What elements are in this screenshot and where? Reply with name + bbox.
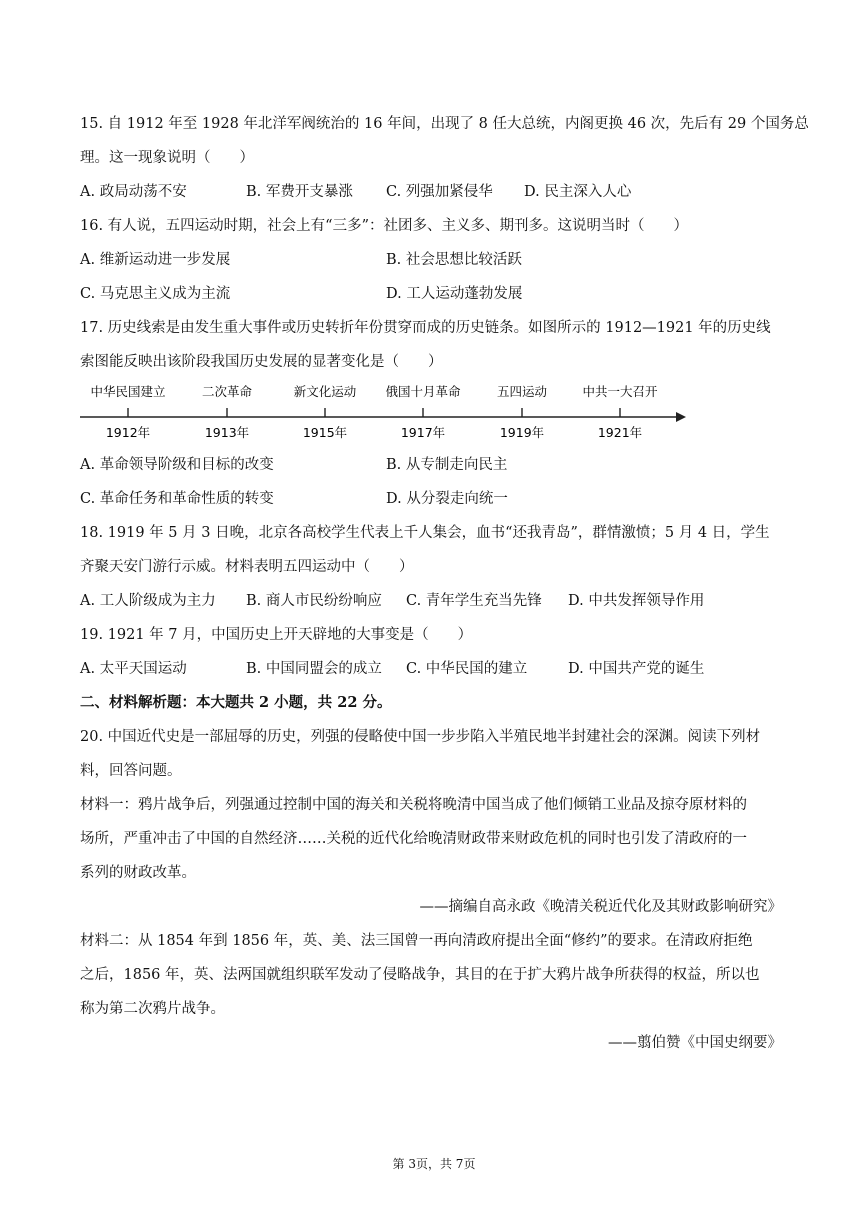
timeline-event-label: 中共一大召开 xyxy=(582,384,658,399)
q15-option-a: A. 政局动荡不安 xyxy=(80,184,187,200)
q20-material1-line3: 系列的财政改革。 xyxy=(80,865,196,881)
timeline-event-label: 新文化运动 xyxy=(293,384,357,399)
q19-stem-line1: 19. 1921 年 7 月，中国历史上开天辟地的大事变是（ ） xyxy=(80,627,473,643)
section2-heading: 二、材料解析题：本大题共 2 小题，共 22 分。 xyxy=(80,694,392,711)
q17-option-a: A. 革命领导阶级和目标的改变 xyxy=(80,457,274,473)
q15-option-c: C. 列强加紧侵华 xyxy=(386,184,493,200)
timeline-arrow-icon xyxy=(676,412,686,422)
q17-option-d: D. 从分裂走向统一 xyxy=(386,491,508,507)
timeline-event-label: 二次革命 xyxy=(201,384,253,399)
q15-stem-line1: 15. 自 1912 年至 1928 年北洋军阀统治的 16 年间，出现了 8 任大总统，内阁更换 46 次，先后有 29 个国务总 xyxy=(80,116,809,132)
timeline-event-label: 中华民国建立 xyxy=(90,384,166,399)
q16-option-a: A. 维新运动进一步发展 xyxy=(80,252,231,268)
q15-stem-line2: 理。这一现象说明（ ） xyxy=(80,150,254,166)
q20-stem-line1: 20. 中国近代史是一部屈辱的历史，列强的侵略使中国一步步陷入半殖民地半封建社会的深渊。阅读下列材 xyxy=(80,729,761,745)
q17-option-b: B. 从专制走向民主 xyxy=(386,457,508,473)
q18-option-d: D. 中共发挥领导作用 xyxy=(568,593,705,609)
history-timeline-diagram xyxy=(78,378,690,446)
q16-option-c: C. 马克思主义成为主流 xyxy=(80,286,231,302)
timeline-year-label: 1919年 xyxy=(499,425,545,440)
q18-stem-line1: 18. 1919 年 5 月 3 日晚，北京各高校学生代表上千人集会，血书“还我青岛”，群情激愤；5 月 4 日，学生 xyxy=(80,525,770,541)
q16-option-d: D. 工人运动蓬勃发展 xyxy=(386,286,523,302)
q17-option-c: C. 革命任务和革命性质的转变 xyxy=(80,491,274,507)
q18-option-a: A. 工人阶级成为主力 xyxy=(80,593,216,609)
q15-option-b: B. 军费开支暴涨 xyxy=(246,184,353,200)
q15-option-d: D. 民主深入人心 xyxy=(524,184,632,200)
q20-material2-line1: 材料二：从 1854 年到 1856 年，英、美、法三国曾一再向清政府提出全面“修约”的要求。在清政府拒绝 xyxy=(80,933,753,949)
timeline-year-label: 1915年 xyxy=(302,425,348,440)
q20-material2-source: ——翦伯赞《中国史纲要》 xyxy=(608,1035,782,1051)
q19-option-c: C. 中华民国的建立 xyxy=(406,661,528,677)
q17-stem-line2: 索图能反映出该阶段我国历史发展的显著变化是（ ） xyxy=(80,354,443,370)
q20-material1-line1: 材料一：鸦片战争后，列强通过控制中国的海关和关税将晚清中国当成了他们倾销工业品及掠夺原材料的 xyxy=(80,797,747,813)
timeline-event-label: 俄国十月革命 xyxy=(385,384,461,399)
timeline-year-label: 1917年 xyxy=(400,425,446,440)
q20-material1-source: ——摘编自高永政《晚清关税近代化及其财政影响研究》 xyxy=(419,899,782,915)
timeline-event-label: 五四运动 xyxy=(496,384,548,399)
q20-material1-line2: 场所，严重冲击了中国的自然经济……关税的近代化给晚清财政带来财政危机的同时也引发了清政府的一 xyxy=(80,831,747,847)
q18-stem-line2: 齐聚天安门游行示威。材料表明五四运动中（ ） xyxy=(80,559,414,575)
q18-option-b: B. 商人市民纷纷响应 xyxy=(246,593,382,609)
timeline-year-label: 1921年 xyxy=(597,425,643,440)
q19-option-b: B. 中国同盟会的成立 xyxy=(246,661,382,677)
q20-material2-line3: 称为第二次鸦片战争。 xyxy=(80,1001,225,1017)
q18-option-c: C. 青年学生充当先锋 xyxy=(406,593,542,609)
page-number-footer: 第 3页，共 7页 xyxy=(392,1157,476,1171)
q19-option-d: D. 中国共产党的诞生 xyxy=(568,661,705,677)
q20-material2-line2: 之后，1856 年，英、法两国就组织联军发动了侵略战争，其目的在于扩大鸦片战争所获得的权益，所以也 xyxy=(80,967,760,983)
q16-option-b: B. 社会思想比较活跃 xyxy=(386,252,522,268)
timeline-year-label: 1913年 xyxy=(204,425,250,440)
q17-stem-line1: 17. 历史线索是由发生重大事件或历史转折年份贯穿而成的历史链条。如图所示的 1912—1921 年的历史线 xyxy=(80,320,771,336)
q20-stem-line2: 料，回答问题。 xyxy=(80,763,182,779)
q19-option-a: A. 太平天国运动 xyxy=(80,661,187,677)
q16-stem-line1: 16. 有人说，五四运动时期，社会上有“三多”：社团多、主义多、期刊多。这说明当时（ ） xyxy=(80,218,688,234)
timeline-year-label: 1912年 xyxy=(105,425,151,440)
